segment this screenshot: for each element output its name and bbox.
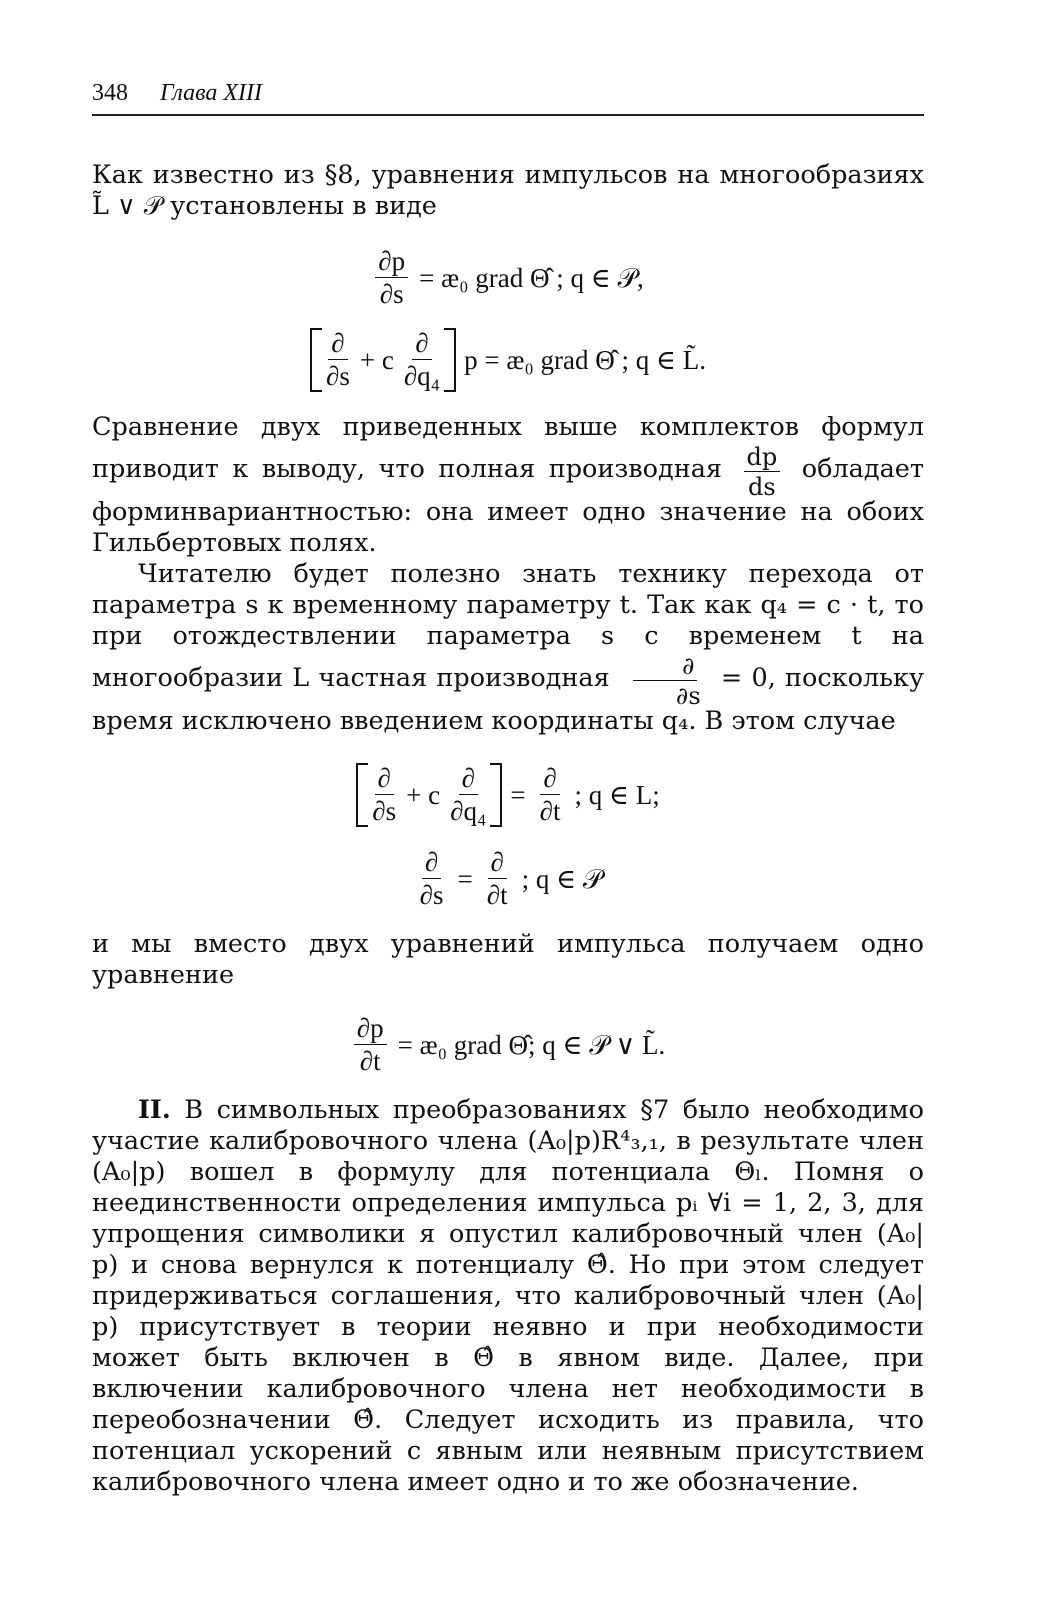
page-number: 348 [92,80,128,106]
equation-operator-l: $\frac{\partial}{\partial s}$ + c $\frac{\partial}{\text{∂q₄}}$ = $\frac{\partial}{\partial t}$ ; q ∈ L; [92,763,924,827]
equation-rhs: = æ₀ grad Θ̂; q ∈ 𝒫 ∨ L̃. [397,1029,666,1060]
bracket-operator: $\frac{\partial}{\partial s}$ + c $\frac{\partial}{\text{∂q₄}}$ [356,763,502,827]
equation-rhs: ; q ∈ L; [574,779,660,810]
bracket-operator: $\frac{\partial}{\partial s}$ + c $\frac{\partial}{\text{∂q₄}}$ [310,328,456,392]
equation-momentum-p [92,246,924,308]
running-header [92,76,924,116]
paragraph-gauge-term: II. В символьных преобразованиях §7 было необходимо участие калибровочного члена (A₀|p)R⁴₃,₁, в результате член (A₀|p) вошел в формулу для потенциала Θₗ. Помня о неединственности определения импульса pᵢ ∀i = 1, 2, 3, для упрощения символики я опустил калибровочный член (A₀| p) и снова вернулся к потенциалу Θ̂. Но при этом следует придерживаться соглашения, что калибровочный член (A₀| p) присутствует в теории неявно и при необходимости может быть включен в Θ̂ в явном виде. Далее, при включении калибровочного члена нет необходимости в переобозначении Θ̂. Следует исходить из правила, что потенциал ускорений с явным или неявным присутствием калибровочного члена имеет одно и то же обозначение. [92,1095,924,1497]
paragraph-comparison: Сравнение двух приведенных выше комплектов формул приводит к выводу, что полная производная $\frac{dp}{ds}$ обладает форминвариантностью: она имеет одно значение на обоих Гильбертовых полях. [92,412,924,558]
equation-operator-p: $\frac{\partial}{\partial s}$ = $\frac{\partial}{\partial t}$ ; q ∈ 𝒫 [419,847,603,910]
equation-rhs: = æ₀ grad Θ̂ ; q ∈ 𝒫, [419,262,644,293]
page-body [92,160,924,1498]
equation-rhs: ; q ∈ 𝒫 [521,863,603,894]
equation-rhs: p = æ₀ grad Θ̂ ; q ∈ L̃. [464,344,706,375]
fraction-total-derivative: $\frac{dp}{ds}$ [744,445,781,499]
chapter-title: Глава XIII [160,80,263,106]
fraction-dp-ds: $\frac{\partial p}{\partial s}$ [375,248,408,308]
paragraph-intro: Как известно из §8, уравнения импульсов на многообразиях L̃ ∨ 𝒫 установлены в виде [92,160,924,221]
paragraph-single-equation: и мы вместо двух уравнений импульса получаем одно уравнение [92,929,924,990]
equation-momentum-l [92,328,924,392]
fraction-partial-s: $\frac{\partial}{\partial s}$ [627,654,704,708]
section-marker: II. [138,1095,171,1125]
paragraph-parameter: Читателю будет полезно знать технику перехода от параметра s к временному параметру t. Так как q₄ = c · t, то при отождествлении параметра s с временем t на многообразии L частная производная $\frac{\partial}{\partial s}$ = 0, поскольку время исключено введением координаты q₄. В этом случае [92,559,924,736]
equation-momentum-unified: $\frac{\partial p}{\partial t}$ = æ₀ grad Θ̂; q ∈ 𝒫 ∨ L̃. [92,1013,924,1075]
